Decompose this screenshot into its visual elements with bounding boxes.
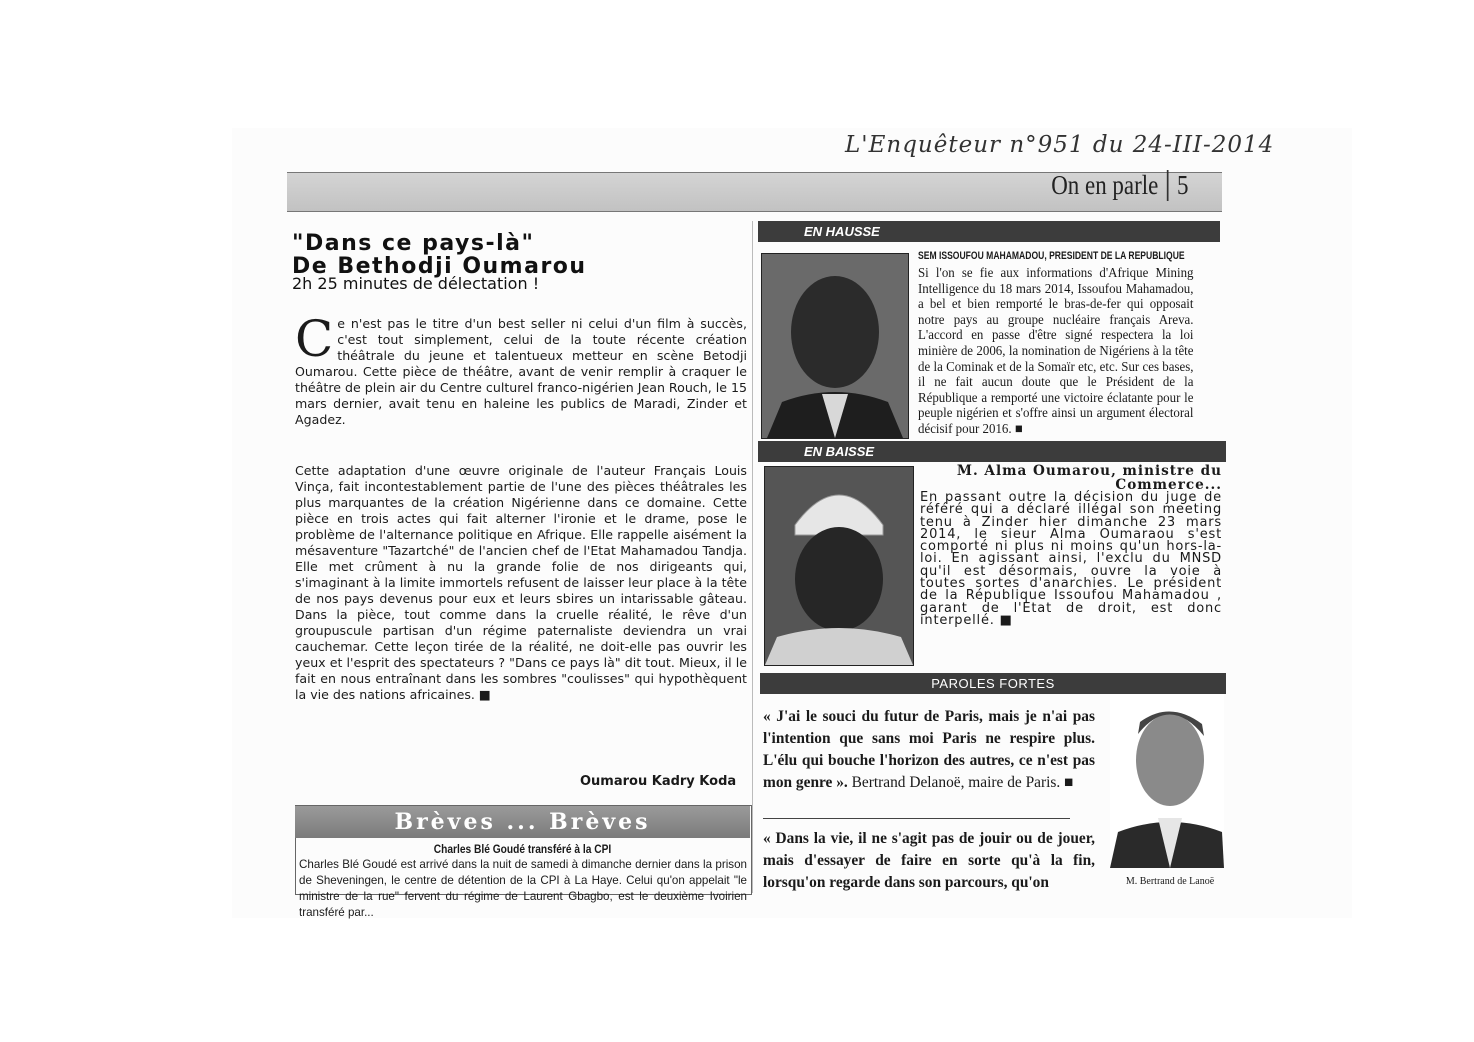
handwritten-note: L'Enquêteur n°951 du 24-III-2014 [845,132,1275,158]
article-subtitle: 2h 25 minutes de délectation ! [292,274,540,293]
issoufou-photo [761,253,909,439]
drop-cap: C [295,310,334,368]
article-author: Oumarou Kadry Koda [580,774,737,789]
portrait-image [762,254,908,438]
section-title [1051,170,1188,201]
breves-title: Brèves ... Brèves [295,806,750,838]
en-baisse-heading: M. Alma Oumarou, ministre du Commerce... [956,463,1222,493]
en-hausse-text: Si l'on se fie aux informations d'Afrique Mining Intelligence du 18 mars 2014, Issoufou Mahamadou, a bel et bien remporté le bras-de-fer qui opposait notre pays au groupe nucléaire français Areva. L'accord en passe d'être signé respectera la loi minière de 2006, la nomination de Nigériens à la tête de la Cominak et de la Somaïr etc, etc. Sur ces bases, il ne fait aucun doute que le Président de la République a remporté une victoire éclatante pour le peuple nigérien et s'offre ainsi un argument électoral décisif pour 2016. ■ [918,265,1194,436]
breves-headline: Charles Blé Goudé transféré à la CPI [433,842,612,856]
en-hausse-tag: EN HAUSSE [758,221,1220,242]
en-baisse-tag: EN BAISSE [758,441,1226,462]
en-hausse-heading: SEM ISSOUFOU MAHAMADOU, PRESIDENT DE LA REPUBLIQUE [918,250,1185,262]
alma-oumarou-photo [764,466,914,666]
article-paragraph-2: Cette adaptation d'une œuvre originale de l'auteur Français Louis Vinça, fait incontestablement partie de l'une des pièces théâtrales les plus marquantes de la création Nigérienne dans ce domaine. Cette pièce en trois actes qui fait alterner l'ironie et le drame, pose le problème de l'alternance politique en Afrique. Elle rappelle aisément la mésaventure "Tazartché" de l'ancien chef de l'Etat Mahamadou Tandja. Elle met crûment à nu la grande folie de nos dirigeants qui, s'imaginant à la limite immortels refusent de laisser leur place à la tête de nos pays devenus pour eux et leurs sbires un intarissable gâteau. Dans la pièce, tout comme dans la cruelle réalité, le rêve d'un groupuscule partisan d'un régime paternaliste deviendra un vrai cauchemar. Cette leçon tirée de la réalité, ne doit-elle pas ouvrir les yeux et l'esprit des spectateurs ? "Dans ce pays là" dit tout. Mieux, il le fait en nous entraînant dans les sombres "coulisses" qui hypothèquent la vie des nations africaines. ■ [295,463,747,702]
quote-delanoe [763,706,1095,794]
quote-second: « Dans la vie, il ne s'agit pas de jouir ou de jouer, mais d'essayer de faire en sorte qu'à la fin, lorsqu'on regarde dans son parcours, qu'on [763,830,1095,891]
article-title-line2: De Bethodji Oumarou [292,254,587,279]
page-number: 5 [1166,170,1188,201]
breves-text: Charles Blé Goudé est arrivé dans la nuit de samedi à dimanche dernier dans la prison de Sheveningen, le centre de détention de la CPI à La Haye. Celui qu'on appelait "le ministre de la rue" fervent du régime de Laurent Gbagbo, est le deuxième Ivoirien transféré par... [299,858,747,919]
article-paragraph-1-text: e n'est pas le titre d'un best seller ni celui d'un film à succès, c'est tout simplement, celui de la toute récente création théâtrale du jeune et talentueux metteur en scène Betodji Oumarou. Cette pièce de théâtre, avant de venir remplir à craquer le théâtre de plein air du Centre culturel franco-nigérien Jean Rouch, le 15 mars dernier, avait tenu en haleine les publics de Maradi, Zinder et Agadez. [295,316,747,427]
quote-delanoe-text: « J'ai le souci du futur de Paris, mais je n'ai pas l'intention que sans moi Paris ne respire plus. L'élu qui bouche l'horizon des autres, ce n'est pas mon genre ». [763,708,1095,791]
section-name: On en parle [1050,170,1158,200]
en-baisse-text: En passant outre la décision du juge de référé qui a déclaré illégal son meeting tenu à Zinder hier dimanche 23 mars 2014, le sieur Alma Oumaraou s'est comporté ni plus ni moins qu'un hors-la-loi. En agissant ainsi, l'exclu du MNSD qu'il est désormais, ouvre la voie à toutes sortes d'anarchies. Le président de la République Issoufou Mahamadou , garant de l'Etat de droit, est donc interpellé. ■ [920,490,1222,628]
article-paragraph-1 [295,310,747,428]
column-divider [752,221,753,893]
quote-separator [763,818,1070,819]
article-title-line1: "Dans ce pays-là" [292,231,535,256]
portrait-image [1110,694,1224,868]
portrait-image [765,467,913,665]
quote-delanoe-attribution: Bertrand Delanoë, maire de Paris. ■ [847,774,1074,791]
delanoe-photo-caption: M. Bertrand de Lanoë [1125,876,1215,887]
paroles-fortes-tag: PAROLES FORTES [760,673,1226,694]
delanoe-photo [1110,694,1224,868]
